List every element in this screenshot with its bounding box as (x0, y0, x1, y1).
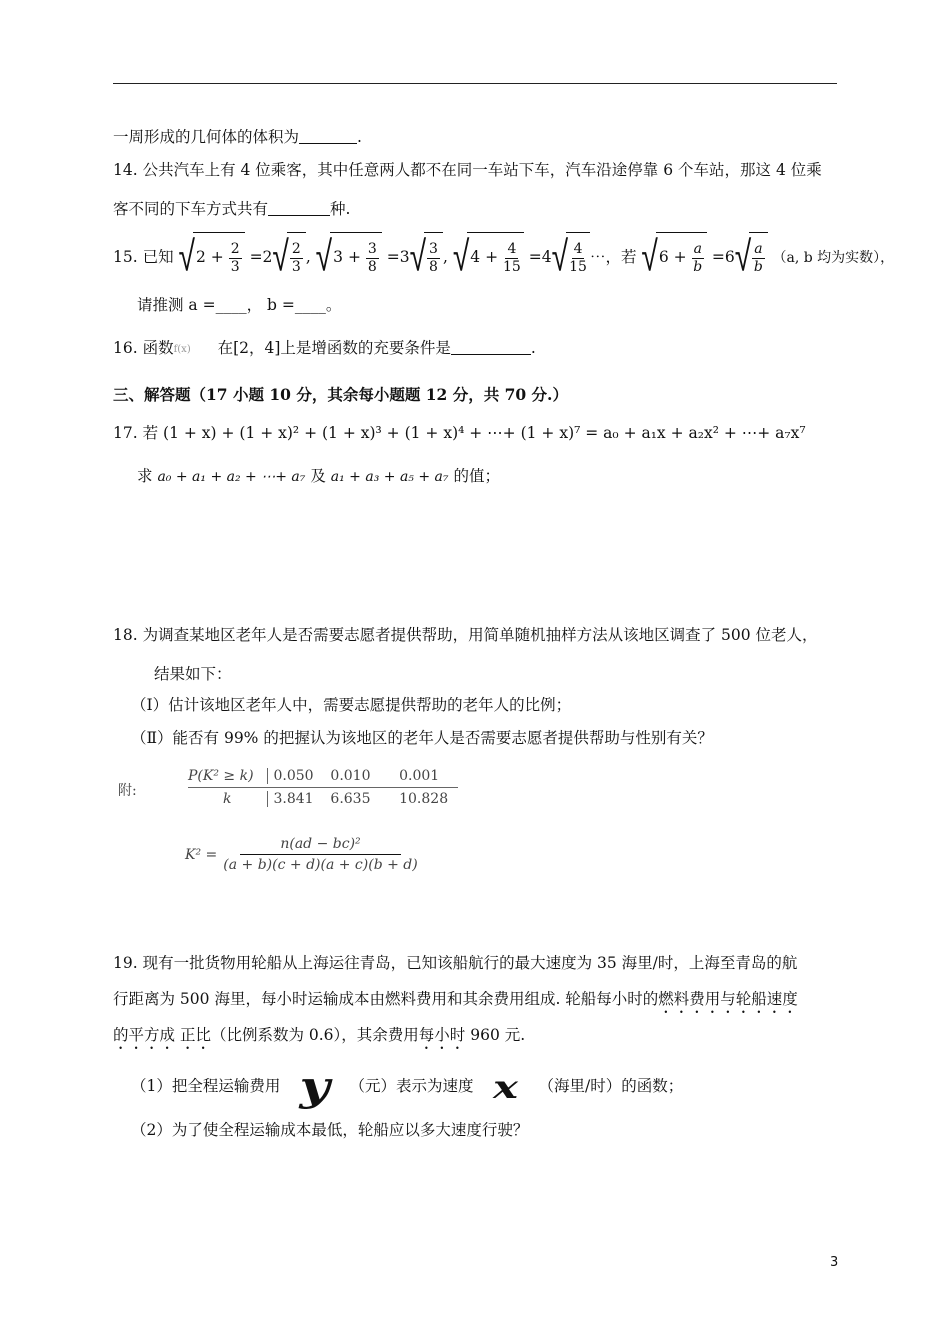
function-formula-image: f(x) (173, 344, 191, 355)
q18-part2: （Ⅱ）能否有 99% 的把握认为该地区的老年人是否需要志愿者提供帮助与性别有关？ (131, 729, 713, 747)
q18-line2: 结果如下： (154, 665, 232, 683)
q17-line1: 17. 若 (1 + x) + (1 + x)² + (1 + x)³ + (1 + x)⁴ + ⋯+ (1 + x)⁷ = a₀ + a₁x + a₂x² + ⋯+ a₇x⁷ (113, 424, 806, 442)
var-x: x (493, 1068, 519, 1106)
q19-line2: 行距离为 500 海里，每小时运输成本由燃料费用和其余费用组成. 轮船每小时的燃料费用与轮船速度 (113, 990, 798, 1008)
q13-tail: 一周形成的几何体的体积为 . (113, 128, 362, 146)
header-rule (113, 83, 837, 84)
answer-blank (299, 129, 357, 144)
page-number: 3 (830, 1255, 839, 1270)
q18-line1: 18. 为调查某地区老年人是否需要志愿者提供帮助，用简单随机抽样方法从该地区调查了 500 位老人， (113, 626, 818, 644)
q19-line1: 19. 现有一批货物用轮船从上海运往青岛，已知该船航行的最大速度为 35 海里/时，上海至青岛的航 (113, 954, 798, 972)
appendix-label: 附: (118, 783, 137, 799)
answer-blank (268, 201, 330, 216)
k-squared-formula: K² = $\frac{\text{n(ad − bc)²}}{(a + b)(c + d)(a + c)(b + d)}$ (185, 836, 418, 873)
reference-table (113, 760, 473, 880)
q15-line1: 15. 已知 √2 + $\frac{2}{3}$ =2√ $\frac{2}{3}$ , √3 + $\frac{3}{8}$ =3√ $\frac{3}{8}$ , √4 + $\frac{4}{15}$ =4√ $\frac{4}{15}$ ⋯，若 √6 + $\frac{a}{b}$ =6√ $\frac{a}{b}$ （a, b 均为实数）， (113, 232, 895, 282)
q18-part1: （Ⅰ）估计该地区老年人中，需要志愿提供帮助的老年人的比例； (131, 696, 572, 714)
q15-line2: 请推测 a =____， b =____。 (137, 296, 342, 314)
q14-line1: 14. 公共汽车上有 4 位乘客，其中任意两人都不在同一车站下车，汽车沿途停靠 6 个车站，那这 4 位乘 (113, 161, 822, 179)
var-y: y (299, 1063, 331, 1110)
q17-line2: 求 a₀ + a₁ + a₂ + ⋯+ a₇ 及 a₁ + a₃ + a₅ + a₇ 的值； (137, 467, 500, 485)
q19-part2: （2）为了使全程运输成本最低，轮船应以多大速度行驶？ (131, 1121, 529, 1139)
critical-value-table: P(K² ≥ k) 0.050 0.010 0.001 k 3.841 6.635 10.828 (188, 765, 458, 810)
q14-line2: 客不同的下车方式共有 种. (113, 200, 351, 218)
q19-part1: （1）把全程运输费用 y （元）表示为速度 x （海里/时）的函数； (131, 1063, 684, 1110)
q16: 16. 函数f(x) 在[2，4]上是增函数的充要条件是 . (113, 339, 536, 357)
answer-blank (451, 340, 531, 355)
q19-line3: 的平方成 正比（比例系数为 0.6），其余费用每小时 960 元. (113, 1026, 526, 1044)
section-3-heading: 三、解答题（17 小题 10 分，其余每小题题 12 分，共 70 分.） (113, 385, 568, 404)
